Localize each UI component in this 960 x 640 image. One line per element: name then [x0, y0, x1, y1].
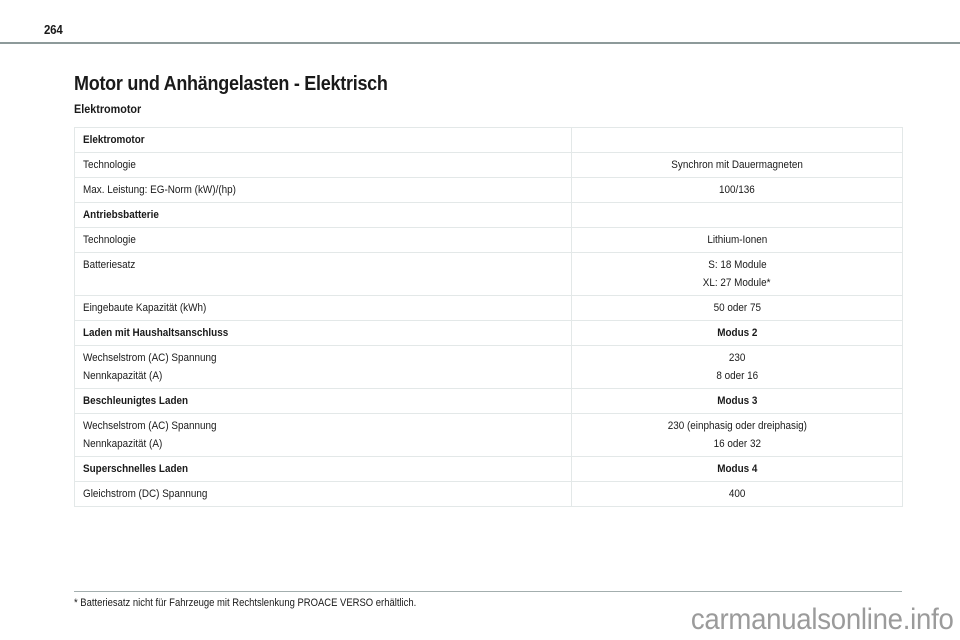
- table-group-row: [75, 128, 903, 153]
- row-label-text: Elektromotor: [83, 134, 145, 146]
- row-value-cell: [572, 178, 903, 203]
- row-label-text: Gleichstrom (DC) Spannung: [83, 488, 208, 500]
- row-label-text: Wechselstrom (AC) Spannung: [83, 352, 217, 364]
- row-label-cell: [75, 203, 572, 228]
- row-value-text: 50 oder 75: [713, 302, 761, 314]
- footnote: * Batteriesatz nicht für Fahrzeuge mit Rechtslenkung PROACE VERSO erhältlich.: [74, 597, 417, 609]
- table-group-row: [75, 389, 903, 414]
- row-label-cell: [75, 414, 572, 457]
- table-row: [75, 414, 903, 457]
- row-value-text: Modus 4: [716, 463, 758, 475]
- table-row: [75, 153, 903, 178]
- footer-divider: [74, 591, 902, 592]
- row-value-text: Lithium-Ionen: [707, 234, 767, 246]
- row-value-text: Modus 2: [716, 327, 758, 339]
- row-label-text: Superschnelles Laden: [83, 463, 189, 475]
- row-label-text: [83, 274, 86, 292]
- row-value-cell: [572, 346, 903, 389]
- row-value-cell: [572, 203, 903, 228]
- row-value-text: 400: [728, 488, 746, 500]
- row-value-cell: [572, 228, 903, 253]
- row-value-text: 16 oder 32: [713, 438, 761, 450]
- row-value-text: 230 (einphasig oder dreiphasig): [667, 420, 807, 432]
- row-value-cell: [572, 389, 903, 414]
- row-value-text: S: 18 Module: [707, 259, 767, 271]
- row-value-text: 100/136: [719, 184, 755, 196]
- row-value-text: [736, 131, 739, 149]
- table-row: [75, 253, 903, 296]
- page-number: 264: [44, 22, 63, 37]
- table-group-row: [75, 321, 903, 346]
- row-value-cell: [572, 296, 903, 321]
- table-row: [75, 346, 903, 389]
- row-label-text: Nennkapazität (A): [83, 438, 163, 450]
- row-value-text: [736, 206, 739, 224]
- specifications-table: [74, 127, 903, 507]
- row-value-text: Synchron mit Dauermagneten: [671, 159, 803, 171]
- row-label-cell: [75, 457, 572, 482]
- row-label-cell: [75, 178, 572, 203]
- row-label-cell: [75, 321, 572, 346]
- row-label-cell: [75, 128, 572, 153]
- header-divider: [0, 42, 960, 44]
- row-value-text: 8 oder 16: [716, 370, 758, 382]
- row-label-text: Wechselstrom (AC) Spannung: [83, 420, 217, 432]
- row-label-text: Antriebsbatterie: [83, 209, 159, 221]
- row-value-text: XL: 27 Module*: [703, 277, 771, 289]
- row-value-cell: [572, 128, 903, 153]
- page-title: Motor und Anhängelasten - Elektrisch: [74, 73, 388, 95]
- row-value-cell: [572, 253, 903, 296]
- row-value-cell: [572, 482, 903, 507]
- row-label-text: Laden mit Haushaltsanschluss: [83, 327, 229, 339]
- section-title: Elektromotor: [74, 102, 142, 116]
- table-row: [75, 296, 903, 321]
- row-label-cell: [75, 153, 572, 178]
- row-label-text: Eingebaute Kapazität (kWh): [83, 302, 207, 314]
- row-value-cell: [572, 457, 903, 482]
- row-label-cell: [75, 253, 572, 296]
- row-label-cell: [75, 482, 572, 507]
- row-label-text: Batteriesatz: [83, 259, 136, 271]
- row-label-text: Nennkapazität (A): [83, 370, 163, 382]
- row-label-text: Technologie: [83, 234, 136, 246]
- table-row: [75, 178, 903, 203]
- row-label-cell: [75, 389, 572, 414]
- watermark-link[interactable]: carmanualsonline.info: [691, 603, 954, 636]
- row-value-cell: [572, 321, 903, 346]
- row-label-cell: [75, 228, 572, 253]
- table-row: [75, 228, 903, 253]
- row-label-text: Beschleunigtes Laden: [83, 395, 189, 407]
- row-label-cell: [75, 296, 572, 321]
- table-group-row: [75, 203, 903, 228]
- row-label-text: Technologie: [83, 159, 136, 171]
- row-value-cell: [572, 153, 903, 178]
- row-value-cell: [572, 414, 903, 457]
- row-label-text: Max. Leistung: EG-Norm (kW)/(hp): [83, 184, 236, 196]
- row-label-cell: [75, 346, 572, 389]
- row-value-text: 230: [728, 352, 746, 364]
- row-value-text: Modus 3: [716, 395, 758, 407]
- table-group-row: [75, 457, 903, 482]
- table-row: [75, 482, 903, 507]
